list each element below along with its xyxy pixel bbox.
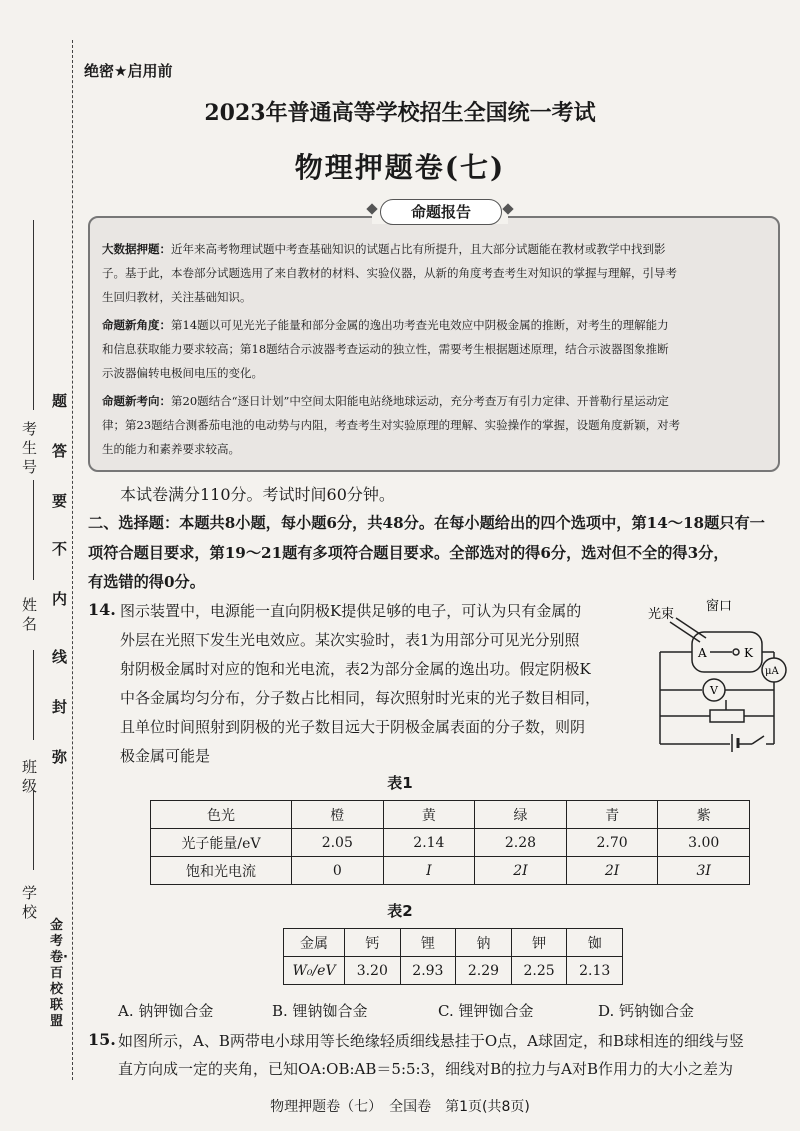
report-line: 子。基于此，本卷部分试题选用了来自教材的材料、实验仪器，从新的角度考查考生对知识的掌握与理解，引导考 xyxy=(102,266,677,280)
cathode-label: K xyxy=(744,646,753,660)
section-heading-line1: 二、选择题：本题共8小题，每小题6分，共48分。在每小题给出的四个选项中，第14～18题只有一 xyxy=(88,514,765,532)
question-14-text: 极金属可能是 xyxy=(120,747,211,765)
table-header: 铷 xyxy=(567,929,623,957)
table-cell: 3I xyxy=(658,857,750,885)
question-14-text: 图示装置中，电源能一直向阴极K提供足够的电子，可认为只有金属的 xyxy=(120,602,582,620)
section-heading-line2: 项符合题目要求，第19～21题有多项符合题目要求。全部选对的得6分，选对但不全的得3分， xyxy=(88,544,729,562)
table-row xyxy=(284,929,623,957)
table-row xyxy=(151,857,750,885)
rheostat xyxy=(710,710,744,722)
union-label: 金考卷·百校联盟 xyxy=(50,918,68,1029)
question-15-number: 15. xyxy=(88,1030,116,1049)
exam-title: 2023年普通高等学校招生全国统一考试 xyxy=(204,100,596,126)
question-14-text: 外层在光照下发生光电效应。某次实验时，表1为用部分可见光分别照 xyxy=(120,631,580,649)
table-cell: 2I xyxy=(475,857,567,885)
table-header: 锂 xyxy=(400,929,456,957)
light-beam-line xyxy=(676,618,706,638)
table-cell: 0 xyxy=(292,857,384,885)
table-row xyxy=(151,801,750,829)
report-line: 命题新考向：第20题结合“逐日计划”中空间太阳能电站绕地球运动，充分考查万有引力定律、开普勒行星运动定 xyxy=(102,394,669,408)
seal-char: 线 xyxy=(52,648,68,666)
seal-char: 题 xyxy=(52,392,68,410)
student-number-label: 考生号 xyxy=(22,420,38,476)
seal-char: 弥 xyxy=(52,748,68,766)
exam-intro: 本试卷满分110分。考试时间60分钟。 xyxy=(120,485,395,504)
class-label: 班级 xyxy=(22,758,38,795)
table-cell: 2.93 xyxy=(400,957,456,985)
beam-label: 光束 xyxy=(648,607,675,622)
school-line xyxy=(33,790,34,870)
table-cell: 2I xyxy=(566,857,658,885)
table-header: 紫 xyxy=(658,801,750,829)
option-b: B. 锂钠铷合金 xyxy=(272,1002,368,1020)
photoelectric-circuit-diagram xyxy=(640,594,790,754)
table-cell: W₀/eV xyxy=(284,957,345,985)
table-header: 色光 xyxy=(151,801,292,829)
table1 xyxy=(150,800,750,885)
question-14-number: 14. xyxy=(88,600,116,619)
table-header: 钾 xyxy=(511,929,567,957)
table-cell: 2.28 xyxy=(475,829,567,857)
table-cell: 2.14 xyxy=(383,829,475,857)
report-line: 命题新角度：第14题以可见光光子能量和部分金属的逸出功考查光电效应中阴极金属的推断，对考生的理解能力 xyxy=(102,318,669,332)
table-cell: 光子能量/eV xyxy=(151,829,292,857)
name-line xyxy=(33,480,34,580)
table-header: 钙 xyxy=(345,929,401,957)
paper-title: 物理押题卷(七) xyxy=(294,151,506,184)
question-14-text: 射阴极金属时对应的饱和光电流，表2为部分金属的逸出功。假定阴极K xyxy=(120,660,591,678)
table-cell: 2.70 xyxy=(566,829,658,857)
school-label: 学校 xyxy=(22,884,38,921)
table-cell: 2.29 xyxy=(456,957,512,985)
table-cell: 2.13 xyxy=(567,957,623,985)
confidential-label: 绝密★启用前 xyxy=(84,62,173,80)
seal-char: 要 xyxy=(52,492,68,510)
class-line xyxy=(33,650,34,740)
seal-char: 不 xyxy=(52,540,68,558)
report-line: 生的能力和素养要求较高。 xyxy=(102,442,240,456)
page-footer: 物理押题卷（七） 全国卷 第1页(共8页) xyxy=(270,1099,530,1115)
table-header: 绿 xyxy=(475,801,567,829)
table-header: 橙 xyxy=(292,801,384,829)
table-cell: 3.20 xyxy=(345,957,401,985)
table-cell: 3.00 xyxy=(658,829,750,857)
table-header: 黄 xyxy=(383,801,475,829)
report-line: 示波器偏转电极间电压的变化。 xyxy=(102,366,263,380)
report-title: 命题报告 xyxy=(380,199,502,225)
name-label: 姓名 xyxy=(22,596,38,633)
report-line: 大数据押题：近年来高考物理试题中考查基础知识的试题占比有所提升，且大部分试题能在教材或教学中找到影 xyxy=(102,242,666,256)
seal-char: 封 xyxy=(52,698,68,716)
option-a: A. 钠钾铷合金 xyxy=(118,1002,214,1020)
table-row xyxy=(151,829,750,857)
table-row xyxy=(284,957,623,985)
seal-char: 答 xyxy=(52,442,68,460)
switch xyxy=(752,736,764,744)
question-14-text: 且单位时间照射到阴极的光子数目远大于阴极金属表面的分子数，则阴 xyxy=(120,718,586,736)
table2-caption: 表2 xyxy=(387,902,413,920)
microammeter-label: μA xyxy=(765,666,779,677)
report-line: 和信息获取能力要求较高；第18题结合示波器考查运动的独立性，需要考生根据题述原理，结合示波器图象推断 xyxy=(102,342,669,356)
light-beam-line xyxy=(670,622,700,642)
option-c: C. 锂钾铷合金 xyxy=(438,1002,534,1020)
table-cell: I xyxy=(383,857,475,885)
voltmeter-label: V xyxy=(710,684,718,697)
binding-dashed-line xyxy=(72,40,73,1080)
seal-char: 内 xyxy=(52,590,68,608)
report-line: 律；第23题结合测番茄电池的电动势与内阻，考查考生对实验原理的理解、实验操作的掌握，设题角度新颖，对考 xyxy=(102,418,681,432)
table2 xyxy=(283,928,623,985)
table1-caption: 表1 xyxy=(387,774,413,792)
table-header: 钠 xyxy=(456,929,512,957)
table-cell: 2.25 xyxy=(511,957,567,985)
table-cell: 2.05 xyxy=(292,829,384,857)
table-header: 金属 xyxy=(284,929,345,957)
question-14-text: 中各金属均匀分布，分子数占比相同，每次照射时光束的光子数目相同， xyxy=(120,689,601,707)
table-cell: 饱和光电流 xyxy=(151,857,292,885)
student-number-line xyxy=(33,220,34,410)
table-header: 青 xyxy=(566,801,658,829)
cathode-terminal xyxy=(733,649,739,655)
section-heading-line3: 有选错的得0分。 xyxy=(88,573,205,591)
window-label: 窗口 xyxy=(706,599,733,614)
anode-label: A xyxy=(698,646,707,660)
question-15-text: 如图所示，A、B两带电小球用等长绝缘轻质细线悬挂于O点，A球固定，和B球相连的细线与竖 xyxy=(118,1032,745,1050)
option-d: D. 钙钠铷合金 xyxy=(598,1002,695,1020)
question-15-text: 直方向成一定的夹角，已知OA:OB:AB＝5:5:3，细线对B的拉力与A对B作用力的大小之差为 xyxy=(118,1060,734,1078)
report-line: 生回归教材，关注基础知识。 xyxy=(102,290,252,304)
